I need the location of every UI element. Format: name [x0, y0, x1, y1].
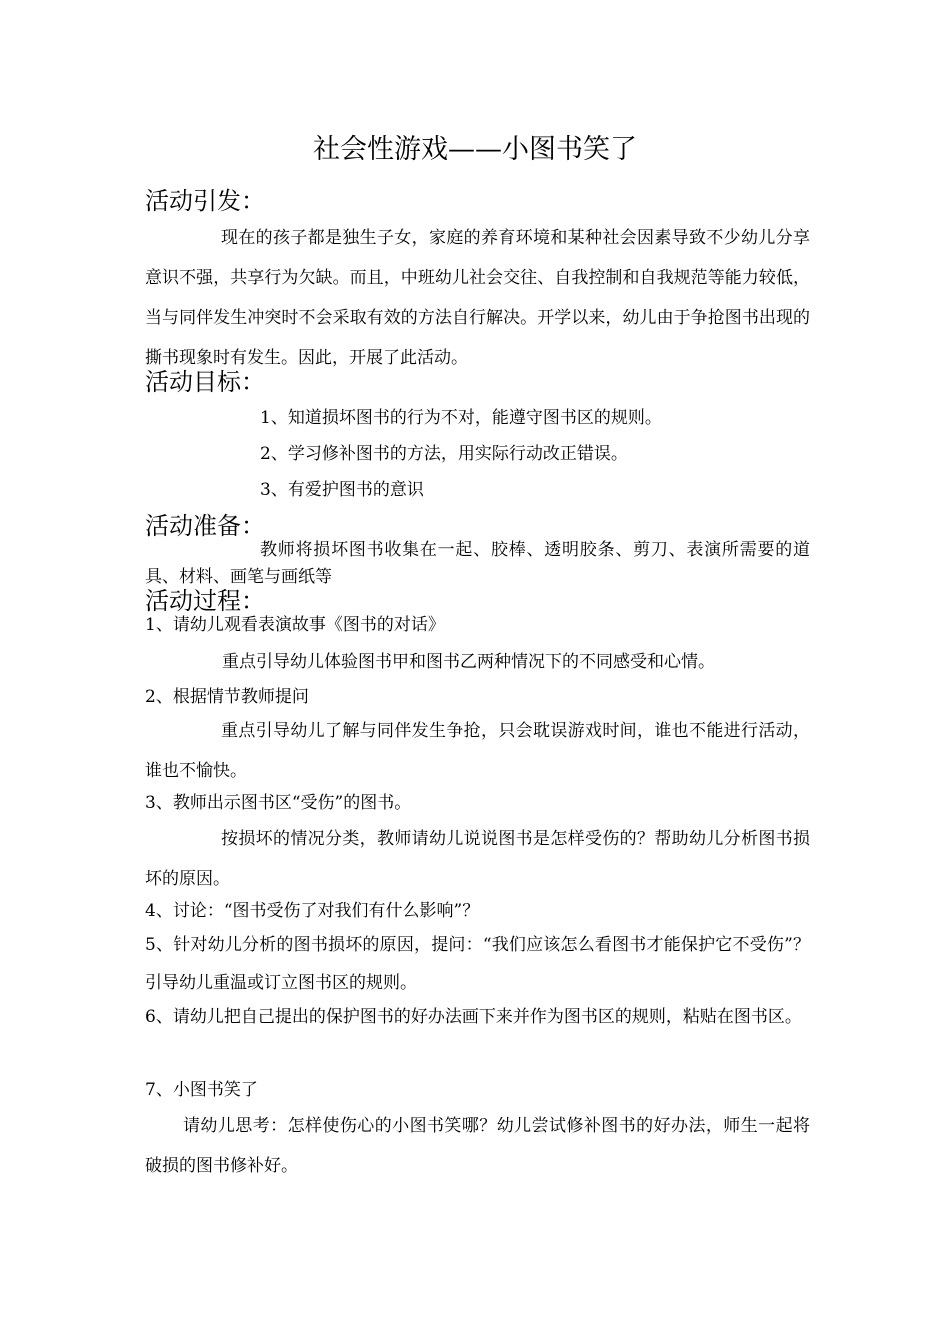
- section-heading-prep: 活动准备：: [145, 512, 265, 540]
- process-step-3-detail: 按损坏的情况分类，教师请幼儿说说图书是怎样受伤的？帮助幼儿分析图书损坏的原因。: [145, 829, 810, 889]
- process-step-7: 7、小图书笑了: [145, 1080, 258, 1100]
- process-step-7-detail: 请幼儿思考：怎样使伤心的小图书笑哪？幼儿尝试修补图书的好办法，师生一起将破损的图书修补好。: [145, 1116, 810, 1176]
- origin-paragraph: 现在的孩子都是独生子女，家庭的养育环境和某种社会因素导致不少幼儿分享意识不强，共享行为欠缺。而且，中班幼儿社会交往、自我控制和自我规范等能力较低，当与同伴发生冲突时不会采取有效的方法自行解决。开学以来，幼儿由于争抢图书出现的撕书现象时有发生。因此，开展了此活动。: [145, 228, 810, 368]
- section-heading-origin: 活动引发：: [145, 187, 265, 215]
- goal-item-3: 3、有爱护图书的意识: [260, 480, 424, 500]
- process-step-5: 5、针对幼儿分析的图书损坏的原因，提问：“我们应该怎么看图书才能保护它不受伤”？引导幼儿重温或订立图书区的规则。: [145, 935, 810, 993]
- process-step-1: 1、请幼儿观看表演故事《图书的对话》: [145, 615, 445, 635]
- process-step-2-detail: 重点引导幼儿了解与同伴发生争抢，只会耽误游戏时间，谁也不能进行活动，谁也不愉快。: [145, 721, 810, 781]
- document-title: 社会性游戏——小图书笑了: [313, 134, 637, 165]
- section-heading-process: 活动过程：: [145, 587, 265, 615]
- prep-paragraph: 教师将损坏图书收集在一起、胶棒、透明胶条、剪刀、表演所需要的道具、材料、画笔与画纸等: [145, 540, 810, 587]
- process-step-6: 6、请幼儿把自己提出的保护图书的好办法画下来并作为图书区的规则，粘贴在图书区。: [145, 1007, 802, 1027]
- goal-item-1: 1、知道损坏图书的行为不对，能遵守图书区的规则。: [260, 408, 662, 428]
- goal-item-2: 2、学习修补图书的方法，用实际行动改正错误。: [260, 444, 628, 464]
- process-step-1-detail: 重点引导幼儿体验图书甲和图书乙两种情况下的不同感受和心情。: [222, 652, 715, 672]
- process-step-3: 3、教师出示图书区“受伤”的图书。: [145, 793, 412, 813]
- process-step-2: 2、根据情节教师提问: [145, 687, 309, 707]
- section-heading-goals: 活动目标：: [145, 368, 265, 396]
- process-step-4: 4、讨论：“图书受伤了对我们有什么影响”？: [145, 901, 480, 921]
